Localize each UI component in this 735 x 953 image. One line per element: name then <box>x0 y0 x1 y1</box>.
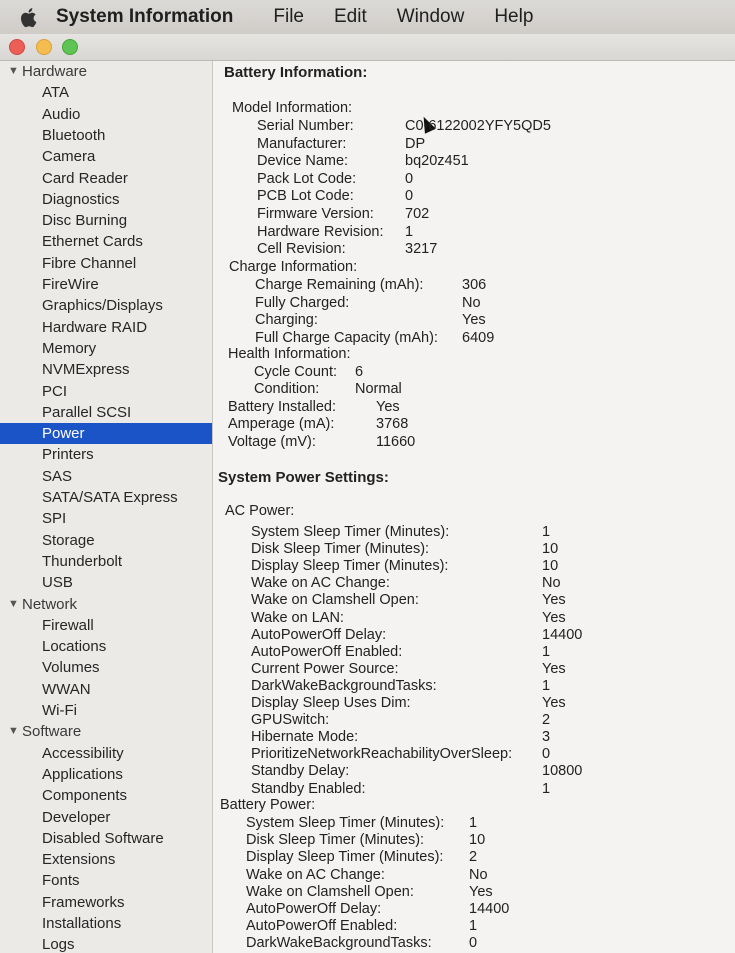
sidebar-item-label: Disc Burning <box>42 212 128 230</box>
health-info-label: Health Information: <box>228 346 351 362</box>
sidebar-item-fonts[interactable] <box>0 870 212 891</box>
battery-key-voltage-mv: Voltage (mV): <box>228 433 316 450</box>
sidebar-item-label: NVMExpress <box>42 361 130 379</box>
sidebar-item-volumes[interactable] <box>0 657 212 678</box>
sidebar-item-label: SAS <box>42 467 73 485</box>
batt-value-autopoweroff-enabled: 1 <box>469 918 478 935</box>
charge-value-fully-charged: No <box>462 294 481 311</box>
sidebar-item-usb[interactable] <box>0 572 212 593</box>
sidebar-item-spi[interactable] <box>0 508 212 529</box>
sidebar-item-pci[interactable] <box>0 381 212 402</box>
ac-key-gpuswitch: GPUSwitch: <box>251 712 330 729</box>
batt-key-autopoweroff-delay: AutoPowerOff Delay: <box>246 901 382 917</box>
batt-value-autopoweroff-delay: 14400 <box>469 901 510 917</box>
disclosure-triangle-icon[interactable]: ▼ <box>8 65 19 77</box>
ac-value-gpuswitch: 2 <box>542 712 551 729</box>
batt-value-system-sleep-timer-minutes: 1 <box>469 815 478 831</box>
sidebar-item-label: Fonts <box>42 872 80 890</box>
batt-key-wake-on-clamshell-open: Wake on Clamshell Open: <box>246 883 414 900</box>
model-value-firmware-version: 702 <box>405 206 430 222</box>
ac-value-wake-on-ac-change: No <box>542 575 561 592</box>
sidebar-item-label: Locations <box>42 638 107 656</box>
apple-icon[interactable] <box>0 7 56 28</box>
charge-key-full-charge-capacity-mah: Full Charge Capacity (mAh): <box>255 329 438 346</box>
batt-key-darkwakebackgroundtasks: DarkWakeBackgroundTasks: <box>246 935 432 952</box>
charge-key-fully-charged: Fully Charged: <box>255 294 350 311</box>
sidebar-item-label: Fibre Channel <box>42 254 137 272</box>
sidebar-item-components[interactable] <box>0 785 212 806</box>
sidebar-item-card-reader[interactable] <box>0 168 212 189</box>
disclosure-triangle-icon[interactable]: ▼ <box>8 725 19 738</box>
health-key-condition: Condition: <box>254 381 320 398</box>
sidebar-item-locations[interactable] <box>0 636 212 657</box>
model-key-manufacturer: Manufacturer: <box>257 135 347 152</box>
sidebar-section-label: Network <box>22 595 78 613</box>
ac-value-prioritizenetworkreachabilityoversleep: 0 <box>542 746 551 763</box>
batt-key-disk-sleep-timer-minutes: Disk Sleep Timer (Minutes): <box>246 832 425 849</box>
ac-key-disk-sleep-timer-minutes: Disk Sleep Timer (Minutes): <box>251 541 430 558</box>
charge-value-full-charge-capacity-mah: 6409 <box>462 329 495 346</box>
sidebar-item-applications[interactable] <box>0 764 212 785</box>
ac-value-autopoweroff-enabled: 1 <box>542 643 551 660</box>
detail-pane <box>213 61 735 953</box>
sidebar-item-disabled-software[interactable] <box>0 828 212 849</box>
sidebar-item-firewire[interactable] <box>0 274 212 295</box>
sidebar-item-label: Camera <box>42 148 96 166</box>
ac-key-standby-enabled: Standby Enabled: <box>251 780 366 797</box>
model-key-serial-number: Serial Number: <box>257 118 354 134</box>
batt-value-wake-on-clamshell-open: Yes <box>469 883 493 900</box>
sidebar-item-frameworks[interactable] <box>0 892 212 913</box>
model-value-manufacturer: DP <box>405 135 426 152</box>
sidebar-item-wwan[interactable] <box>0 679 212 700</box>
sidebar-item-label: Storage <box>42 531 95 549</box>
sidebar-section-label: Software <box>22 723 82 741</box>
menu-bar <box>0 0 735 35</box>
sidebar-item-label: Bluetooth <box>42 126 106 144</box>
batt-value-darkwakebackgroundtasks: 0 <box>469 935 478 952</box>
sidebar-item-ata[interactable] <box>0 82 212 103</box>
window-titlebar <box>0 34 735 61</box>
batt-value-disk-sleep-timer-minutes: 10 <box>469 832 486 849</box>
sidebar-item-label: Firewall <box>42 616 94 634</box>
charge-key-charge-remaining-mah: Charge Remaining (mAh): <box>255 277 424 293</box>
ac-value-hibernate-mode: 3 <box>542 729 551 746</box>
ac-key-display-sleep-timer-minutes: Display Sleep Timer (Minutes): <box>251 558 449 575</box>
battery-power-label: Battery Power: <box>220 797 316 813</box>
model-key-device-name: Device Name: <box>257 153 349 170</box>
batt-value-display-sleep-timer-minutes: 2 <box>469 849 478 866</box>
batt-key-autopoweroff-enabled: AutoPowerOff Enabled: <box>246 918 398 935</box>
sidebar-item-label: SATA/SATA Express <box>42 489 178 506</box>
sidebar-item-label: Applications <box>42 765 123 783</box>
battery-key-battery-installed: Battery Installed: <box>228 399 336 415</box>
ac-value-disk-sleep-timer-minutes: 10 <box>542 541 559 558</box>
model-value-pcb-lot-code: 0 <box>405 188 414 205</box>
model-value-pack-lot-code: 0 <box>405 170 414 187</box>
sidebar-item-memory[interactable] <box>0 338 212 359</box>
sidebar-section-software[interactable] <box>0 721 212 742</box>
health-key-cycle-count: Cycle Count: <box>254 364 338 380</box>
sidebar-item-label: Extensions <box>42 851 116 869</box>
sidebar-item-label: Hardware RAID <box>42 318 148 336</box>
ac-value-wake-on-lan: Yes <box>542 609 566 626</box>
batt-key-system-sleep-timer-minutes: System Sleep Timer (Minutes): <box>246 815 445 831</box>
batt-key-wake-on-ac-change: Wake on AC Change: <box>246 866 385 883</box>
sidebar-item-label: Audio <box>42 105 81 123</box>
sidebar-item-firewall[interactable] <box>0 615 212 636</box>
sidebar-item-camera[interactable] <box>0 146 212 167</box>
ac-key-wake-on-clamshell-open: Wake on Clamshell Open: <box>251 592 419 609</box>
ac-key-autopoweroff-enabled: AutoPowerOff Enabled: <box>251 643 403 660</box>
sidebar-item-sata-sata-express[interactable] <box>0 487 212 508</box>
ac-key-standby-delay: Standby Delay: <box>251 763 350 780</box>
sidebar-item-label: FireWire <box>42 276 99 293</box>
menu-help[interactable]: Help <box>494 6 534 27</box>
sidebar-item-fibre-channel[interactable] <box>0 253 212 274</box>
ac-value-display-sleep-timer-minutes: 10 <box>542 558 559 575</box>
sidebar-item-logs[interactable] <box>0 934 212 953</box>
model-key-cell-revision: Cell Revision: <box>257 241 346 258</box>
sidebar-item-wi-fi[interactable] <box>0 700 212 721</box>
charge-info-label: Charge Information: <box>229 259 358 275</box>
model-key-firmware-version: Firmware Version: <box>257 206 374 222</box>
model-value-hardware-revision: 1 <box>405 223 414 240</box>
batt-key-display-sleep-timer-minutes: Display Sleep Timer (Minutes): <box>246 849 444 866</box>
battery-info-heading: Battery Information: <box>224 64 368 81</box>
sidebar-item-disc-burning[interactable] <box>0 210 212 231</box>
sidebar-item-parallel-scsi[interactable] <box>0 402 212 423</box>
ac-value-standby-delay: 10800 <box>542 763 583 780</box>
sidebar-item-label: Wi-Fi <box>42 702 77 719</box>
sidebar-item-extensions[interactable] <box>0 849 212 870</box>
ac-value-darkwakebackgroundtasks: 1 <box>542 677 551 694</box>
model-info-label: Model Information: <box>232 100 353 116</box>
ac-power-label: AC Power: <box>225 503 295 519</box>
sidebar-item-sas[interactable] <box>0 466 212 487</box>
ac-key-prioritizenetworkreachabilityoversleep: PrioritizeNetworkReachabilityOverSleep: <box>251 746 513 763</box>
power-settings-heading: System Power Settings: <box>218 469 389 486</box>
sidebar-item-label: Developer <box>42 808 111 826</box>
sidebar-item-installations[interactable] <box>0 913 212 934</box>
menu-file[interactable]: File <box>273 6 304 27</box>
sidebar-item-label: PCI <box>42 382 68 400</box>
ac-key-autopoweroff-delay: AutoPowerOff Delay: <box>251 626 387 643</box>
battery-value-amperage-ma: 3768 <box>376 416 409 433</box>
ac-key-wake-on-lan: Wake on LAN: <box>251 609 344 626</box>
ac-value-system-sleep-timer-minutes: 1 <box>542 524 551 540</box>
ac-key-display-sleep-uses-dim: Display Sleep Uses Dim: <box>251 695 411 711</box>
menu-app-name[interactable]: System Information <box>56 6 234 27</box>
model-value-cell-revision: 3217 <box>405 241 438 258</box>
sidebar-item-audio[interactable] <box>0 104 212 125</box>
ac-key-hibernate-mode: Hibernate Mode: <box>251 729 359 746</box>
battery-value-voltage-mv: 11660 <box>376 433 416 450</box>
sidebar-item-label: SPI <box>42 510 67 528</box>
model-key-pack-lot-code: Pack Lot Code: <box>257 170 357 187</box>
sidebar-item-label: Logs <box>42 936 75 953</box>
sidebar-item-label: USB <box>42 574 73 592</box>
sidebar-item-label: Diagnostics <box>42 190 120 208</box>
sidebar-item-bluetooth[interactable] <box>0 125 212 146</box>
sidebar-item-label: Frameworks <box>42 893 125 911</box>
sidebar-section-network[interactable] <box>0 594 212 615</box>
disclosure-triangle-icon[interactable]: ▼ <box>8 597 19 610</box>
sidebar-item-label: Volumes <box>42 659 100 677</box>
charge-value-charging: Yes <box>462 312 486 329</box>
apple-logo-icon <box>19 7 37 28</box>
zoom-button[interactable] <box>62 39 78 55</box>
sidebar-item-nvmexpress[interactable] <box>0 359 212 380</box>
sidebar-item-label: Ethernet Cards <box>42 233 143 251</box>
sidebar-item-storage[interactable] <box>0 530 212 551</box>
sidebar-item-label: Card Reader <box>42 169 128 187</box>
sidebar-section-hardware[interactable] <box>0 61 212 82</box>
model-value-serial-number: C0-6122002YFY5QD5 <box>405 118 551 134</box>
batt-value-wake-on-ac-change: No <box>469 866 488 883</box>
model-value-device-name: bq20z451 <box>405 153 469 170</box>
sidebar-item-thunderbolt[interactable] <box>0 551 212 572</box>
menu-edit[interactable]: Edit <box>334 6 367 27</box>
sidebar-section-label: Hardware <box>22 63 88 80</box>
battery-key-amperage-ma: Amperage (mA): <box>228 416 335 433</box>
sidebar-item-graphics-displays[interactable] <box>0 295 212 316</box>
sidebar-item-label: Accessibility <box>42 744 124 762</box>
sidebar-item-diagnostics[interactable] <box>0 189 212 210</box>
sidebar <box>0 61 213 953</box>
sidebar-item-label: Graphics/Displays <box>42 297 163 315</box>
ac-value-display-sleep-uses-dim: Yes <box>542 695 566 711</box>
ac-key-current-power-source: Current Power Source: <box>251 660 399 677</box>
sidebar-item-printers[interactable] <box>0 444 212 465</box>
ac-value-current-power-source: Yes <box>542 660 566 677</box>
sidebar-item-label: Parallel SCSI <box>42 403 132 421</box>
close-button[interactable] <box>9 39 25 55</box>
health-value-cycle-count: 6 <box>355 364 364 380</box>
sidebar-item-label: WWAN <box>42 680 91 698</box>
sidebar-item-power[interactable] <box>0 423 212 444</box>
ac-value-standby-enabled: 1 <box>542 780 551 797</box>
menu-window[interactable]: Window <box>396 6 465 27</box>
battery-value-battery-installed: Yes <box>376 399 400 415</box>
sidebar-item-label: Disabled Software <box>42 829 164 847</box>
sidebar-item-label: Printers <box>42 446 94 464</box>
model-key-pcb-lot-code: PCB Lot Code: <box>257 188 354 205</box>
sidebar-item-label: Components <box>42 787 128 805</box>
ac-key-darkwakebackgroundtasks: DarkWakeBackgroundTasks: <box>251 677 437 694</box>
sidebar-item-accessibility[interactable] <box>0 743 212 764</box>
sidebar-item-label: Thunderbolt <box>42 552 123 570</box>
sidebar-item-hardware-raid[interactable] <box>0 317 212 338</box>
minimize-button[interactable] <box>36 39 52 55</box>
ac-value-autopoweroff-delay: 14400 <box>542 626 583 643</box>
sidebar-item-ethernet-cards[interactable] <box>0 231 212 252</box>
ac-key-system-sleep-timer-minutes: System Sleep Timer (Minutes): <box>251 524 450 540</box>
health-value-condition: Normal <box>355 381 402 398</box>
sidebar-item-label: Memory <box>42 339 97 357</box>
charge-value-charge-remaining-mah: 306 <box>462 277 487 293</box>
sidebar-item-label: Power <box>42 425 85 443</box>
ac-key-wake-on-ac-change: Wake on AC Change: <box>251 575 390 592</box>
charge-key-charging: Charging: <box>255 312 318 329</box>
model-key-hardware-revision: Hardware Revision: <box>257 223 384 240</box>
sidebar-item-label: Installations <box>42 915 122 932</box>
ac-value-wake-on-clamshell-open: Yes <box>542 592 566 609</box>
sidebar-item-label: ATA <box>42 84 69 102</box>
sidebar-item-developer[interactable] <box>0 807 212 828</box>
